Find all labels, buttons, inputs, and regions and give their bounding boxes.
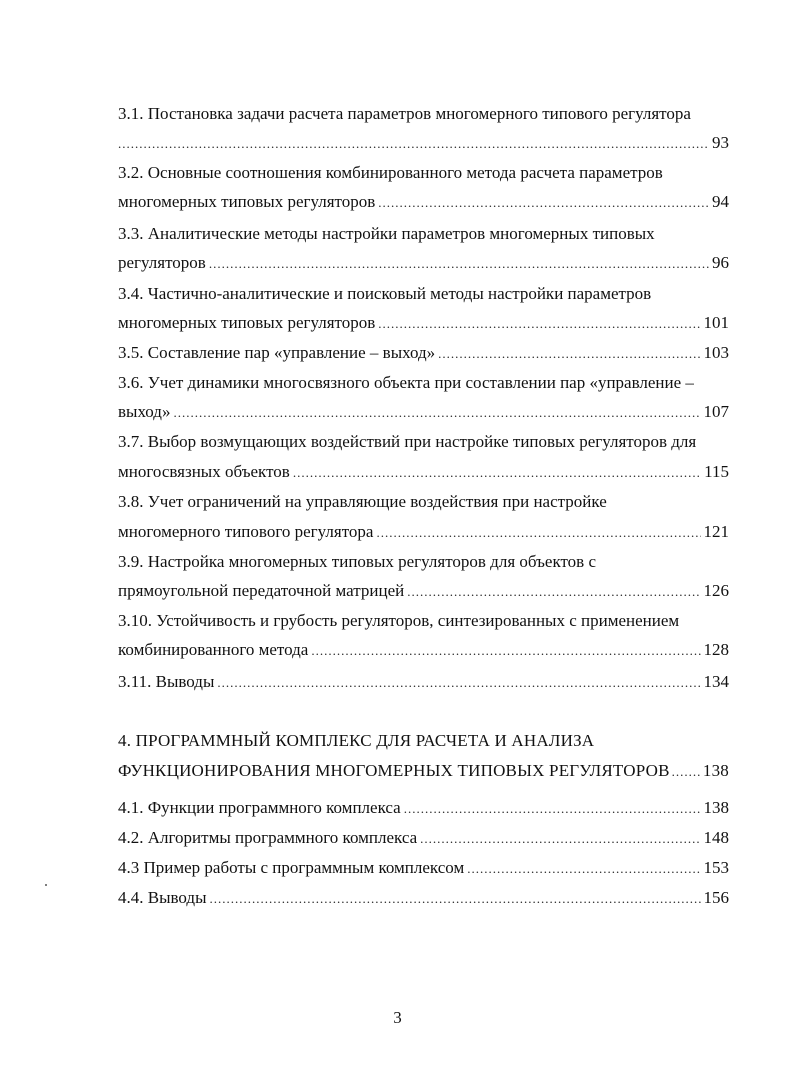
leader-dots <box>210 887 701 911</box>
toc-entry-3-2-line2 <box>118 190 729 214</box>
toc-entry-title: комбинированного метода <box>118 640 309 659</box>
toc-entry-4-1 <box>118 796 729 820</box>
toc-entry-title: 3.2. Основные соотношения комбинированного метода расчета параметров <box>118 163 663 182</box>
toc-page-number: 121 <box>703 522 729 541</box>
leader-dots <box>209 252 709 276</box>
chapter-title: ФУНКЦИОНИРОВАНИЯ МНОГОМЕРНЫХ ТИПОВЫХ РЕГУЛЯТОРОВ <box>118 761 670 780</box>
leader-dots <box>217 671 700 695</box>
toc-page-number: 156 <box>703 888 729 907</box>
toc-entry-title: 3.1. Постановка задачи расчета параметров многомерного типового регулятора <box>118 104 691 123</box>
toc-entry-title: 3.5. Составление пар «управление – выход» <box>118 343 436 362</box>
toc-entry-3-10-line1 <box>118 609 729 633</box>
leader-dots <box>311 639 700 663</box>
leader-dots <box>378 191 709 215</box>
toc-page-number: 93 <box>712 133 729 152</box>
toc-page-number: 96 <box>712 253 729 272</box>
toc-entry-title: 3.6. Учет динамики многосвязного объекта при составлении пар «управление – <box>118 373 694 392</box>
toc-page-number: 138 <box>703 798 729 817</box>
toc-page-number: 134 <box>703 672 729 691</box>
toc-entry-3-3-line2 <box>118 251 729 275</box>
toc-entry-3-8-line2 <box>118 520 729 544</box>
toc-entry-title: выход» <box>118 402 171 421</box>
toc-entry-3-6-line1 <box>118 371 729 395</box>
toc-entry-title: 3.4. Частично-аналитические и поисковый методы настройки параметров <box>118 284 652 303</box>
chapter-title: 4. ПРОГРАММНЫЙ КОМПЛЕКС ДЛЯ РАСЧЕТА И АНАЛИЗА <box>118 731 595 750</box>
toc-page-number: 148 <box>703 828 729 847</box>
toc-entry-3-11 <box>118 670 729 694</box>
toc-entry-title: 3.8. Учет ограничений на управляющие воздействия при настройке <box>118 492 607 511</box>
leader-dots <box>420 827 700 851</box>
leader-dots <box>173 401 700 425</box>
toc-entry-title: регуляторов <box>118 253 206 272</box>
toc-entry-4-2 <box>118 826 729 850</box>
toc-entry-3-5 <box>118 341 729 365</box>
toc-entry-3-6-line2 <box>118 400 729 424</box>
toc-entry-3-10-line2 <box>118 638 729 662</box>
toc-entry-title: 4.4. Выводы <box>118 888 207 907</box>
page-number: 3 <box>393 1008 402 1027</box>
toc-entry-4-3 <box>118 856 729 880</box>
toc-entry-3-1-line2 <box>118 131 729 155</box>
toc-entry-title: многосвязных объектов <box>118 462 290 481</box>
toc-entry-3-3-line1 <box>118 222 729 246</box>
toc-entry-3-9-line1 <box>118 550 729 574</box>
leader-dots <box>467 857 700 881</box>
toc-page-number: 128 <box>703 640 729 659</box>
toc-entry-title: многомерных типовых регуляторов <box>118 192 376 211</box>
toc-page-number: 107 <box>703 402 729 421</box>
toc-entry-3-2-line1 <box>118 161 729 185</box>
toc-entry-title: 3.3. Аналитические методы настройки параметров многомерных типовых <box>118 224 655 243</box>
toc-entry-4-4 <box>118 886 729 910</box>
toc-page-number: 115 <box>704 462 729 481</box>
leader-dots <box>118 132 709 156</box>
toc-entry-title: многомерных типовых регуляторов <box>118 313 376 332</box>
leader-dots <box>293 461 701 485</box>
toc-entry-3-7-line2 <box>118 460 729 484</box>
toc-entry-title: многомерного типового регулятора <box>118 522 374 541</box>
leader-dots <box>378 312 700 336</box>
leader-dots <box>407 580 700 604</box>
toc-page-number: 103 <box>703 343 729 362</box>
toc-entry-title: прямоугольной передаточной матрицей <box>118 581 405 600</box>
toc-entry-title: 4.1. Функции программного комплекса <box>118 798 401 817</box>
leader-dots <box>438 342 700 366</box>
toc-entry-title: 3.9. Настройка многомерных типовых регуляторов для объектов с <box>118 552 597 571</box>
toc-page-number: 126 <box>703 581 729 600</box>
leader-dots <box>376 521 700 545</box>
toc-entry-title: 3.11. Выводы <box>118 672 215 691</box>
toc-page-number: 138 <box>702 761 729 780</box>
toc-entry-title: 3.7. Выбор возмущающих воздействий при настройке типовых регуляторов для <box>118 432 697 451</box>
toc-page-number: 101 <box>703 313 729 332</box>
toc-entry-3-7-line1 <box>118 430 729 454</box>
chapter-4-heading-line1 <box>118 729 729 753</box>
leader-dots <box>404 797 701 821</box>
toc-entry-3-4-line1 <box>118 282 729 306</box>
chapter-4-heading-line2 <box>118 759 729 783</box>
toc-entry-3-4-line2 <box>118 311 729 335</box>
toc-entry-3-8-line1 <box>118 490 729 514</box>
toc-entry-title: 3.10. Устойчивость и грубость регуляторов, синтезированных с применением <box>118 611 680 630</box>
toc-entry-3-9-line2 <box>118 579 729 603</box>
toc-entry-3-1-line1 <box>118 102 729 126</box>
leader-dots <box>672 760 701 784</box>
toc-entry-title: 4.3 Пример работы с программным комплексом <box>118 858 465 877</box>
scan-speck <box>45 884 47 886</box>
toc-page-number: 94 <box>712 192 729 211</box>
toc-entry-title: 4.2. Алгоритмы программного комплекса <box>118 828 418 847</box>
toc-page-number: 153 <box>703 858 729 877</box>
